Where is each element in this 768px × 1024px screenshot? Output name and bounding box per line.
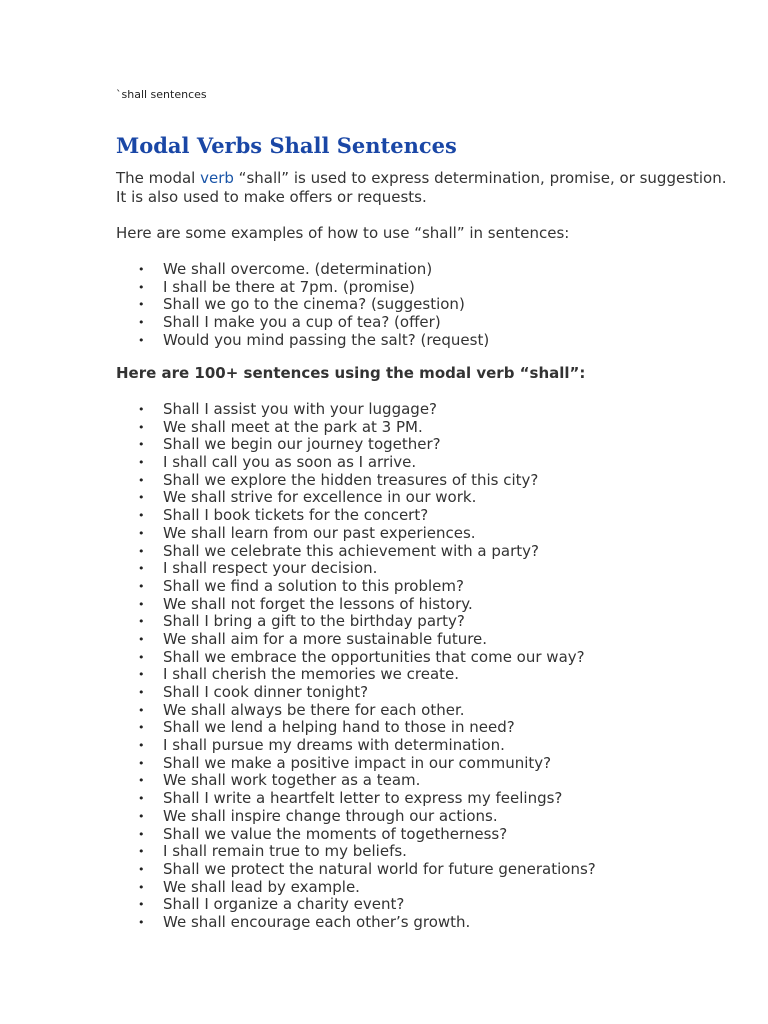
bullet-icon: • (138, 597, 145, 611)
bullet-icon: • (138, 650, 145, 664)
bullet-icon: • (138, 915, 145, 929)
list-item-text: I shall remain true to my beliefs. (163, 842, 407, 861)
sentence-item (116, 436, 596, 454)
sentence-item (116, 666, 596, 684)
sentence-item (116, 896, 596, 914)
bullet-icon: • (138, 809, 145, 823)
page-title: Modal Verbs Shall Sentences (116, 133, 457, 158)
list-item-text: We shall meet at the park at 3 PM. (163, 417, 423, 436)
list-item-text: I shall call you as soon as I arrive. (163, 453, 417, 472)
sentence-item (116, 596, 596, 614)
bullet-icon: • (138, 703, 145, 717)
list-item-text: We shall not forget the lessons of history. (163, 594, 473, 613)
bullet-icon: • (138, 509, 145, 523)
examples-list (116, 261, 489, 349)
bullet-icon: • (138, 862, 145, 876)
bullet-icon: • (138, 721, 145, 735)
bullet-icon: • (138, 668, 145, 682)
sentence-item (116, 578, 596, 596)
intro-text-start: The modal (116, 169, 201, 187)
list-item-text: Shall I organize a charity event? (163, 895, 405, 914)
bullet-icon: • (138, 456, 145, 470)
list-item-text: Shall we value the moments of togetherness? (163, 824, 508, 843)
bullet-icon: • (138, 898, 145, 912)
list-item-text: Would you mind passing the salt? (request) (163, 330, 490, 349)
sentence-item (116, 719, 596, 737)
list-item-text: Shall I make you a cup of tea? (offer) (163, 313, 441, 332)
bullet-icon: • (138, 316, 145, 330)
sentence-item (116, 914, 596, 932)
list-item-text: We shall strive for excellence in our work. (163, 488, 477, 507)
bullet-icon: • (138, 579, 145, 593)
list-item-text: Shall we begin our journey together? (163, 435, 441, 454)
bullet-icon: • (138, 438, 145, 452)
sentence-item (116, 702, 596, 720)
bullet-icon: • (138, 562, 145, 576)
list-item-text: Shall we protect the natural world for future generations? (163, 859, 596, 878)
sentence-item (116, 472, 596, 490)
bullet-icon: • (138, 403, 145, 416)
bullet-icon: • (138, 756, 145, 770)
list-item-text: We shall work together as a team. (163, 771, 421, 790)
bullet-icon: • (138, 845, 145, 859)
sentence-item (116, 790, 596, 808)
list-item-text: Shall I write a heartfelt letter to express my feelings? (163, 789, 563, 808)
bullet-icon: • (138, 615, 145, 629)
sentence-item (116, 826, 596, 844)
sentence-item (116, 560, 596, 578)
bullet-icon: • (138, 526, 145, 540)
sentence-item (116, 772, 596, 790)
list-item-text: I shall respect your decision. (163, 559, 378, 578)
bullet-icon: • (138, 632, 145, 646)
sentence-item (116, 808, 596, 826)
list-item-text: Shall we lend a helping hand to those in need? (163, 718, 515, 737)
sentence-item (116, 613, 596, 631)
bullet-icon: • (138, 298, 145, 312)
bullet-icon: • (138, 420, 145, 434)
sentence-item (116, 631, 596, 649)
list-item-text: We shall lead by example. (163, 877, 360, 896)
bullet-icon: • (138, 739, 145, 753)
intro-paragraph (116, 169, 736, 207)
sentence-item (116, 419, 596, 437)
list-item-text: We shall inspire change through our actions. (163, 806, 498, 825)
section-heading: Here are 100+ sentences using the modal verb “shall”: (116, 364, 586, 382)
header-note: `shall sentences (116, 88, 207, 101)
list-item-text: We shall overcome. (determination) (163, 260, 433, 278)
sentence-item (116, 649, 596, 667)
sentences-list (116, 401, 596, 932)
intro-text-end: “shall” is used to express determination, promise, or suggestion. It is also used to make offers or requests. (116, 169, 727, 206)
bullet-icon: • (138, 774, 145, 788)
list-item-text: Shall I book tickets for the concert? (163, 506, 429, 525)
list-item-text: I shall cherish the memories we create. (163, 665, 460, 684)
example-item (116, 261, 489, 279)
list-item-text: Shall I bring a gift to the birthday party? (163, 612, 465, 631)
sentence-item (116, 507, 596, 525)
sentence-item (116, 737, 596, 755)
sentence-item (116, 879, 596, 897)
bullet-icon: • (138, 333, 145, 347)
sentence-item (116, 525, 596, 543)
sentence-item (116, 755, 596, 773)
example-item (116, 314, 489, 332)
list-item-text: Shall we find a solution to this problem? (163, 576, 464, 595)
sentence-item (116, 861, 596, 879)
bullet-icon: • (138, 473, 145, 487)
sentence-item (116, 489, 596, 507)
bullet-icon: • (138, 686, 145, 699)
bullet-icon: • (138, 280, 145, 294)
list-item-text: Shall I cook dinner tonight? (163, 683, 369, 701)
list-item-text: I shall be there at 7pm. (promise) (163, 277, 415, 296)
bullet-icon: • (138, 880, 145, 894)
list-item-text: Shall we embrace the opportunities that come our way? (163, 647, 585, 666)
bullet-icon: • (138, 263, 145, 276)
verb-link[interactable]: verb (200, 169, 234, 187)
bullet-icon: • (138, 792, 145, 806)
list-item-text: Shall we explore the hidden treasures of this city? (163, 470, 539, 489)
example-item (116, 279, 489, 297)
list-item-text: Shall we go to the cinema? (suggestion) (163, 295, 465, 314)
sentence-item (116, 401, 596, 419)
bullet-icon: • (138, 491, 145, 505)
list-item-text: We shall encourage each other’s growth. (163, 912, 471, 931)
list-item-text: We shall learn from our past experiences. (163, 523, 476, 542)
list-item-text: Shall I assist you with your luggage? (163, 400, 438, 418)
example-item (116, 296, 489, 314)
bullet-icon: • (138, 827, 145, 841)
example-item (116, 332, 489, 350)
bullet-icon: • (138, 544, 145, 558)
list-item-text: We shall aim for a more sustainable future. (163, 629, 488, 648)
list-item-text: We shall always be there for each other. (163, 700, 465, 719)
sentence-item (116, 543, 596, 561)
examples-intro: Here are some examples of how to use “shall” in sentences: (116, 224, 570, 242)
list-item-text: I shall pursue my dreams with determination. (163, 736, 505, 755)
list-item-text: Shall we celebrate this achievement with a party? (163, 541, 539, 560)
sentence-item (116, 684, 596, 702)
sentence-item (116, 454, 596, 472)
sentence-item (116, 843, 596, 861)
list-item-text: Shall we make a positive impact in our community? (163, 753, 552, 772)
